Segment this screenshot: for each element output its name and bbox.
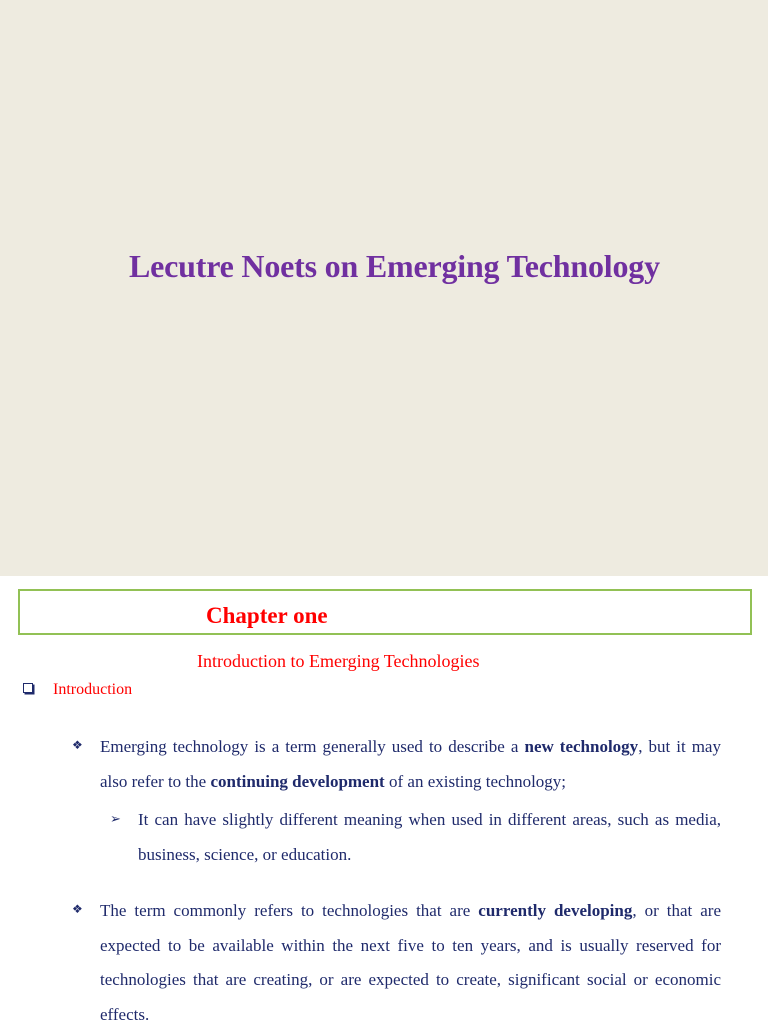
square-bullet-icon (23, 683, 33, 693)
bold-term-currently-developing: currently developing (478, 901, 633, 920)
chapter-heading-box (18, 589, 752, 635)
paragraph-term-usage: The term commonly refers to technologies that are currently developing, or that are expected to be available within the next five to ten years, and is usually reserved for technologies that are creating, or are expected to create, significant social or economic effects. (100, 901, 721, 1024)
arrow-bullet-icon: ➢ (110, 811, 121, 826)
section-introduction (23, 681, 133, 699)
diamond-bullet-icon: ❖ (72, 738, 83, 752)
chapter-subtitle: Introduction to Emerging Technologies (197, 651, 480, 671)
section-label: Introduction (53, 681, 133, 698)
bold-term-new-technology: new technology (524, 737, 639, 756)
chapter-page (0, 576, 768, 1024)
diamond-bullet-icon: ❖ (72, 902, 83, 916)
chapter-heading: Chapter one (206, 603, 328, 628)
paragraph-meaning: It can have slightly different meaning when used in different areas, such as media, business, science, or education. (138, 810, 721, 864)
paragraph-definition: Emerging technology is a term generally used to describe a new technology, but it may also refer to the continuing development of an existing technology; (100, 737, 721, 791)
bold-term-continuing-development: continuing development (210, 771, 385, 791)
document-title: Lecutre Noets on Emerging Technology (129, 248, 660, 284)
